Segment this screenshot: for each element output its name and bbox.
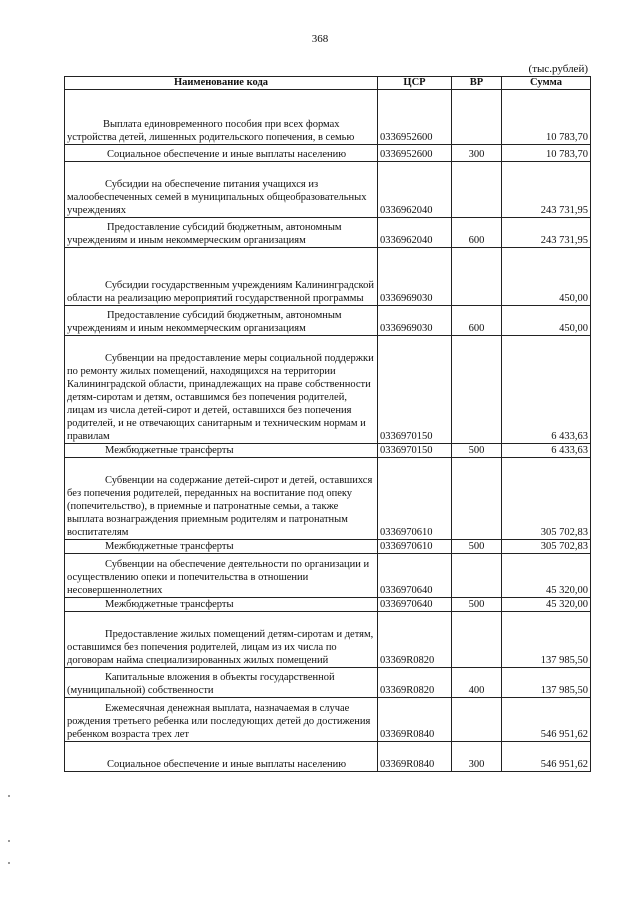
row-csr-code: 0336970150	[378, 444, 452, 458]
row-csr-code: 0336962040	[378, 218, 452, 248]
table-row	[65, 698, 591, 742]
row-name: Субсидии государственным учреждениям Калининградской области на реализацию мероприятий государственной программы	[65, 248, 378, 306]
row-vr-code: 400	[452, 668, 502, 698]
row-sum: 45 320,00	[502, 554, 591, 598]
table-body	[65, 90, 591, 772]
row-sum: 546 951,62	[502, 698, 591, 742]
row-vr-code: 300	[452, 742, 502, 772]
row-sum: 10 783,70	[502, 90, 591, 145]
row-csr-code: 0336970610	[378, 458, 452, 540]
scan-mark	[8, 862, 10, 864]
row-name: Межбюджетные трансферты	[65, 444, 378, 458]
header-name: Наименование кода	[65, 77, 378, 90]
row-sum: 137 985,50	[502, 612, 591, 668]
row-name: Социальное обеспечение и иные выплаты населению	[65, 742, 378, 772]
row-sum: 546 951,62	[502, 742, 591, 772]
row-name: Выплата единовременного пособия при всех формах устройства детей, лишенных родительского попечения, в семью	[65, 90, 378, 145]
row-vr-code: 600	[452, 218, 502, 248]
table-row	[65, 458, 591, 540]
row-vr-code	[452, 554, 502, 598]
row-sum: 10 783,70	[502, 145, 591, 162]
row-sum: 450,00	[502, 306, 591, 336]
row-csr-code: 0336962040	[378, 162, 452, 218]
row-csr-code: 0336970610	[378, 540, 452, 554]
row-csr-code: 03369R0820	[378, 612, 452, 668]
row-sum: 45 320,00	[502, 598, 591, 612]
budget-table	[64, 76, 591, 772]
row-csr-code: 0336970640	[378, 598, 452, 612]
row-vr-code	[452, 90, 502, 145]
row-sum: 243 731,95	[502, 162, 591, 218]
table-row	[65, 218, 591, 248]
table-row	[65, 612, 591, 668]
row-vr-code: 500	[452, 598, 502, 612]
table-row	[65, 598, 591, 612]
row-sum: 305 702,83	[502, 458, 591, 540]
row-name: Субвенции на предоставление меры социальной поддержки по ремонту жилых помещений, находящихся на территории Калининградской области, принадлежащих на праве собственности детям-сиротам и детям, оставшимся без попечения родителей, лицам из числа детей-сирот и детей, оставшихся без попечения родителей, и не отвечающих санитарным и техническим нормам и правилам	[65, 336, 378, 444]
header-vr: ВР	[452, 77, 502, 90]
units-label: (тыс.рублей)	[528, 63, 588, 75]
row-vr-code: 300	[452, 145, 502, 162]
row-name: Предоставление жилых помещений детям-сиротам и детям, оставшимся без попечения родителей, лицам из их числа по договорам найма специализированных жилых помещений	[65, 612, 378, 668]
row-csr-code: 03369R0840	[378, 698, 452, 742]
table-row	[65, 336, 591, 444]
table-row	[65, 90, 591, 145]
table-row	[65, 162, 591, 218]
row-vr-code: 500	[452, 540, 502, 554]
row-sum: 6 433,63	[502, 444, 591, 458]
scan-mark	[8, 795, 10, 797]
row-csr-code: 03369R0820	[378, 668, 452, 698]
row-csr-code: 0336969030	[378, 248, 452, 306]
row-sum: 450,00	[502, 248, 591, 306]
row-name: Субвенции на обеспечение деятельности по организации и осуществлению опеки и попечительства в отношении несовершеннолетних	[65, 554, 378, 598]
row-csr-code: 03369R0840	[378, 742, 452, 772]
row-csr-code: 0336952600	[378, 145, 452, 162]
row-vr-code	[452, 336, 502, 444]
page-number: 368	[311, 33, 329, 45]
row-csr-code: 0336952600	[378, 90, 452, 145]
table-row	[65, 540, 591, 554]
row-csr-code: 0336969030	[378, 306, 452, 336]
row-vr-code: 500	[452, 444, 502, 458]
row-sum: 305 702,83	[502, 540, 591, 554]
header-sum: Сумма	[502, 77, 591, 90]
table-row	[65, 554, 591, 598]
row-sum: 243 731,95	[502, 218, 591, 248]
row-vr-code	[452, 612, 502, 668]
row-vr-code	[452, 458, 502, 540]
table-row	[65, 145, 591, 162]
row-sum: 6 433,63	[502, 336, 591, 444]
row-vr-code	[452, 248, 502, 306]
scan-mark	[8, 840, 10, 842]
table-row	[65, 742, 591, 772]
header-csr: ЦСР	[378, 77, 452, 90]
table-row	[65, 668, 591, 698]
row-sum: 137 985,50	[502, 668, 591, 698]
table-header-row	[65, 77, 591, 90]
row-vr-code	[452, 698, 502, 742]
row-name: Субвенции на содержание детей-сирот и детей, оставшихся без попечения родителей, переданных на воспитание под опеку (попечительство), в приемные и патронатные семьи, а также выплата вознаграждения приемным родителям и патронатным воспитателям	[65, 458, 378, 540]
row-name: Капитальные вложения в объекты государственной (муниципальной) собственности	[65, 668, 378, 698]
table-row	[65, 306, 591, 336]
table-row	[65, 444, 591, 458]
row-name: Социальное обеспечение и иные выплаты населению	[65, 145, 378, 162]
row-name: Субсидии на обеспечение питания учащихся из малообеспеченных семей в муниципальных общеобразовательных учреждениях	[65, 162, 378, 218]
row-csr-code: 0336970640	[378, 554, 452, 598]
row-vr-code	[452, 162, 502, 218]
row-name: Предоставление субсидий бюджетным, автономным учреждениям и иным некоммерческим организациям	[65, 306, 378, 336]
row-name: Межбюджетные трансферты	[65, 540, 378, 554]
row-name: Ежемесячная денежная выплата, назначаемая в случае рождения третьего ребенка или последующих детей до достижения ребенком возраста трех лет	[65, 698, 378, 742]
row-name: Предоставление субсидий бюджетным, автономным учреждениям и иным некоммерческим организациям	[65, 218, 378, 248]
row-name: Межбюджетные трансферты	[65, 598, 378, 612]
row-csr-code: 0336970150	[378, 336, 452, 444]
table-row	[65, 248, 591, 306]
row-vr-code: 600	[452, 306, 502, 336]
